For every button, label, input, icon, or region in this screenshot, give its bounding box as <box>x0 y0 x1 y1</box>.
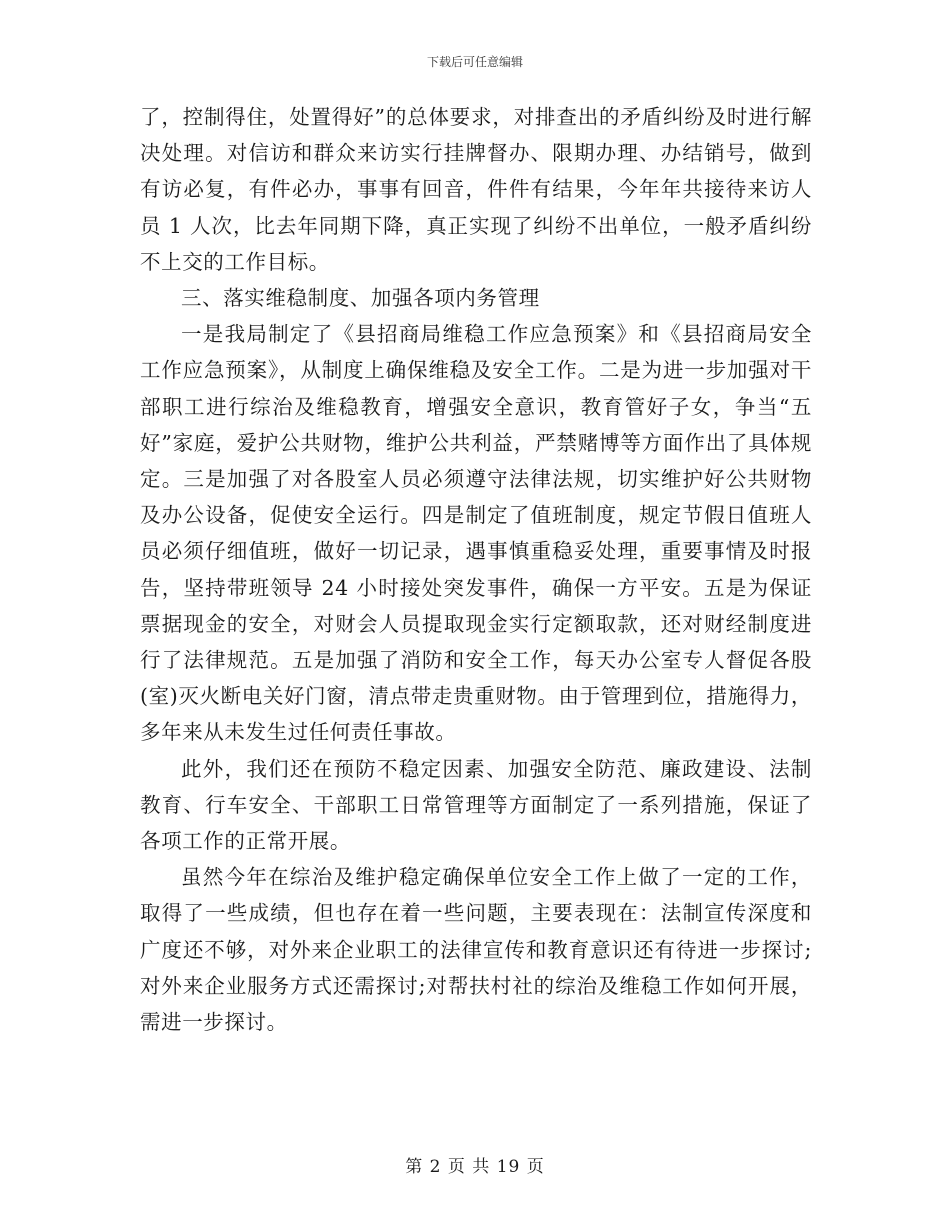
page-number: 第 2 页 共 19 页 <box>405 1157 545 1177</box>
paragraph: 此外，我们还在预防不稳定因素、加强安全防范、廉政建设、法制教育、行车安全、干部职工日常管理等方面制定了一系列措施，保证了各项工作的正常开展。 <box>140 756 812 854</box>
section-heading: 三、落实维稳制度、加强各项内务管理 <box>181 286 540 311</box>
paragraph: 一是我局制定了《县招商局维稳工作应急预案》和《县招商局安全工作应急预案》，从制度上确保维稳及安全工作。二是为进一步加强对干部职工进行综治及维稳教育，增强安全意识，教育管好子女，争当“五好”家庭，爱护公共财物，维护公共利益，严禁赌博等方面作出了具体规定。三是加强了对各股室人员必须遵守法律法规，切实维护好公共财物及办公设备，促使安全运行。四是制定了值班制度，规定节假日值班人员必须仔细值班，做好一切记录，遇事慎重稳妥处理，重要事情及时报告，坚持带班领导 24 小时接处突发事件，确保一方平安。五是为保证票据现金的安全，对财会人员提取现金实行定额取款，还对财经制度进行了法律规范。五是加强了消防和安全工作，每天办公室专人督促各股(室)灭火断电关好门窗，清点带走贵重财物。由于管理到位，措施得力，多年来从未发生过任何责任事故。 <box>140 322 812 745</box>
paragraph-continuation: 了，控制得住，处置得好”的总体要求，对排查出的矛盾纠纷及时进行解决处理。对信访和群众来访实行挂牌督办、限期办理、办结销号，做到有访必复，有件必办，事事有回音，件件有结果，今年年共接待来访人员 1 人次，比去年同期下降，真正实现了纠纷不出单位，一般矛盾纠纷不上交的工作目标。 <box>140 105 812 274</box>
document-body <box>140 99 812 1040</box>
header-note: 下载后可任意编辑 <box>426 55 523 69</box>
paragraph: 虽然今年在综治及维护稳定确保单位安全工作上做了一定的工作，取得了一些成绩，但也存在着一些问题，主要表现在：法制宣传深度和广度还不够，对外来企业职工的法律宣传和教育意识还有待进一步探讨;对外来企业服务方式还需探讨;对帮扶村社的综治及维稳工作如何开展，需进一步探讨。 <box>140 865 812 1035</box>
